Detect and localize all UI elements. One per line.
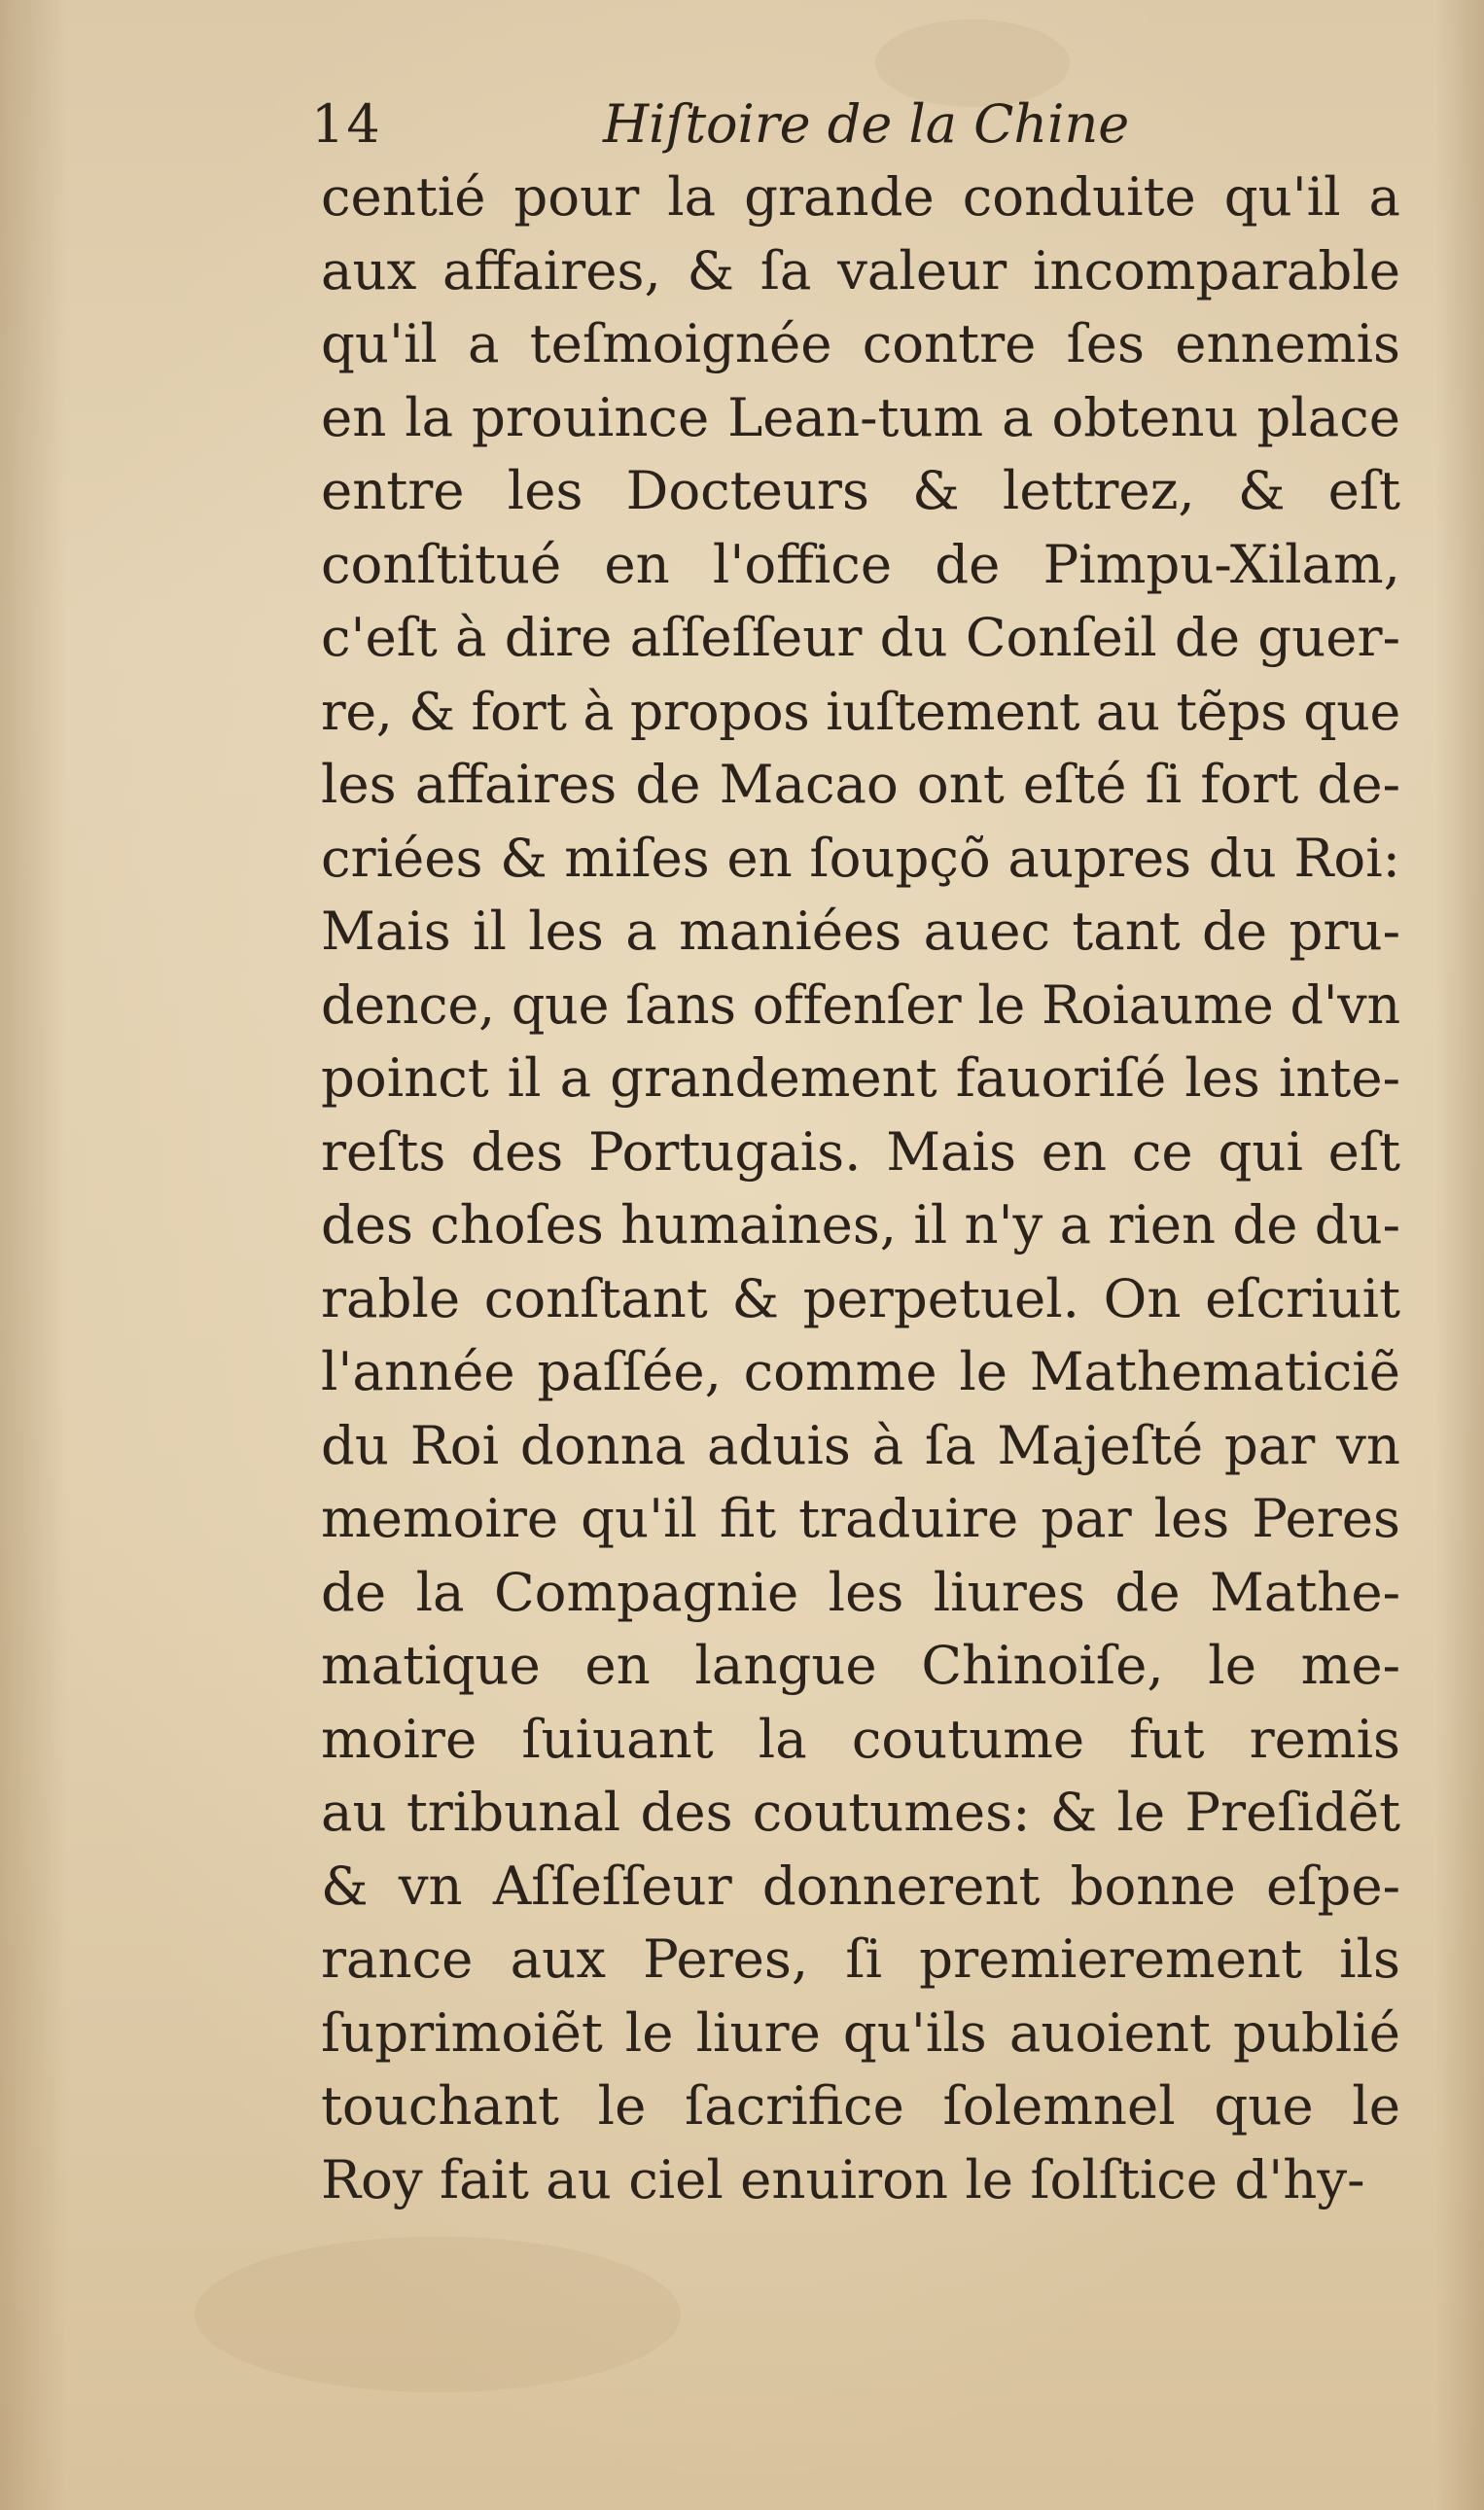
paper-stain (194, 2237, 681, 2392)
text-line: du Roi donna aduis à ſa Majeſté par vn (321, 1413, 1400, 1476)
text-line: centié pour la grande conduite qu'il a (321, 165, 1400, 228)
text-line: qu'il a teſmoignée contre ſes ennemis (321, 312, 1400, 374)
text-line: ſuprimoiẽt le liure qu'ils auoient publié (321, 2000, 1400, 2064)
text-line: rance aux Peres, ſi premierement ils (321, 1927, 1400, 1990)
text-line: en la prouince Lean-tum a obtenu place (321, 385, 1400, 448)
text-line: matique en langue Chinoiſe, le me- (321, 1634, 1400, 1696)
page-number: 14 (311, 93, 382, 155)
text-line: au tribunal des coutumes: & le Preſidẽt (321, 1781, 1400, 1843)
text-line: aux affaires, & ſa valeur incomparable (321, 238, 1400, 301)
text-line: les affaires de Macao ont eſté ſi fort de- (321, 753, 1400, 815)
body-text (321, 160, 1400, 2216)
text-line: memoire qu'il fit traduire par les Peres (321, 1487, 1400, 1549)
text-line: & vn Aſſeſſeur donnerent bonne eſpe- (321, 1854, 1400, 1917)
text-line: conſtitué en l'office de Pimpu-Xilam, (321, 532, 1400, 595)
text-line: de la Compagnie les liures de Mathe- (321, 1560, 1400, 1623)
text-line: Roy fait au ciel enuiron le ſolſtice d'hy- (321, 2147, 1365, 2210)
text-line: touchant le ſacrifice ſolemnel que le (321, 2074, 1400, 2137)
text-line: l'année paſſée, comme le Mathematiciẽ (321, 1340, 1400, 1402)
text-line: entre les Docteurs & lettrez, & eſt (321, 459, 1400, 521)
text-line: des choſes humaines, il n'y a rien de du- (321, 1193, 1400, 1255)
text-line: Mais il les a maniées auec tant de pru- (321, 900, 1400, 962)
text-line: reſts des Portugais. Mais en ce qui eſt (321, 1119, 1400, 1183)
text-line: criées & miſes en ſoupçõ aupres du Roi: (321, 826, 1400, 889)
running-title: Hiſtoire de la Chine (603, 93, 1130, 155)
text-line: poinct il a grandement fauoriſé les inte- (321, 1046, 1400, 1109)
text-line: c'eſt à dire aſſeſſeur du Conſeil de guer- (321, 606, 1400, 668)
text-line: re, & fort à propos iuſtement au tẽps que (321, 680, 1400, 742)
text-line: moire ſuiuant la coutume fut remis (321, 1707, 1400, 1770)
text-line: dence, que ſans offenſer le Roiaume d'vn (321, 973, 1400, 1036)
text-line: rable conſtant & perpetuel. On eſcriuit (321, 1266, 1400, 1329)
page-header (311, 93, 1410, 171)
